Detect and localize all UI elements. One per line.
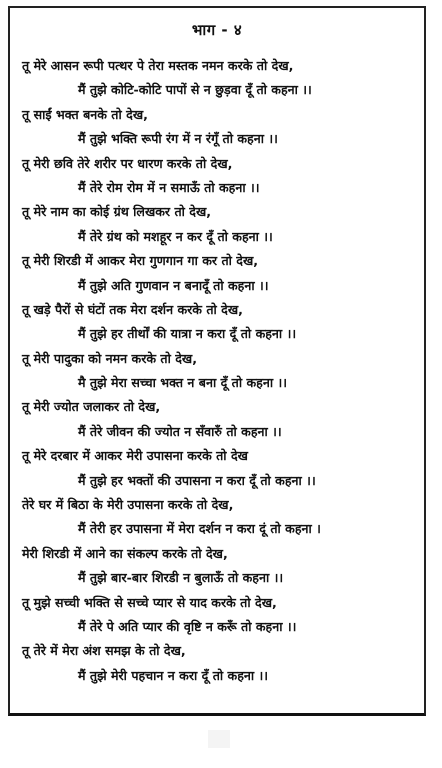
verse-line: तू मेरी ज्योत जलाकर तो देख, <box>22 399 161 415</box>
verse-response-line: मैं तेरी हर उपासना में मेरा दर्शन न करा दूं तो कहना । <box>78 521 321 537</box>
verse-response-line: मैं तेरे ग्रंथ को मशहूर न कर दूँ तो कहना ।। <box>78 228 273 244</box>
verse-lines <box>10 54 424 688</box>
verse-response-line: मैं तुझे कोटि-कोटि पापों से न छुड़वा दूँ तो कहना ।। <box>78 82 312 98</box>
verse-line: मेरी शिरडी में आने का संकल्प करके तो देख, <box>22 545 228 561</box>
page-title: भाग - ४ <box>191 21 243 39</box>
verse-line: तू तेरे में मेरा अंश समझ के तो देख, <box>22 643 186 659</box>
verse-line: तेरे घर में बिठा के मेरी उपासना करके तो देख, <box>22 497 234 513</box>
verse-line: तू साईं भक्त बनके तो देख, <box>22 106 148 122</box>
verse-line: तू मुझे सच्ची भक्ति से सच्चे प्यार से याद करके तो देख, <box>22 594 277 610</box>
verse-response-line: मैं तेरे जीवन की ज्योत न सँवारुँ तो कहना ।। <box>78 423 282 439</box>
verse-response-line: मैं तुझे बार-बार शिरडी न बुलाऊँ तो कहना ।। <box>78 570 284 586</box>
verse-response-line: मैं तुझे हर भक्तों की उपासना न करा दूँ तो कहना ।। <box>78 472 316 488</box>
verse-line: तू मेरे नाम का कोई ग्रंथ लिखकर तो देख, <box>22 204 212 220</box>
page-frame <box>8 6 426 716</box>
verse-response-line: मैं तुझे अति गुणवान न बनादूँ तो कहना ।। <box>78 277 269 293</box>
verse-response-line: मैं तुझे मेरी पहचान न करा दूँ तो कहना ।। <box>78 667 269 683</box>
verse-response-line: मै तुझे मेरा सच्चा भक्त न बना दूँ तो कहना ।। <box>78 375 288 391</box>
verse-response-line: मैं तेरे रोम रोम में न समाऊँ तो कहना ।। <box>78 179 260 195</box>
verse-line: तू खड़े पैरों से घंटों तक मेरा दर्शन करके तो देख, <box>22 301 243 317</box>
verse-line: तू मेरे आसन रूपी पत्थर पे तेरा मस्तक नमन करके तो देख, <box>22 58 294 73</box>
verse-response-line: मैं तुझे हर तीर्थों की यात्रा न करा दूँ तो कहना ।। <box>78 326 297 342</box>
verse-line: तू मेरी पादुका को नमन करके तो देख, <box>22 350 198 366</box>
verse-response-line: मैं तेरे पे अति प्यार की वृष्टि न करूँ तो कहना ।। <box>78 618 297 634</box>
scan-artifact <box>208 730 230 748</box>
verse-line: तू मेरी छवि तेरे शरीर पर धारण करके तो देख, <box>22 155 233 171</box>
verse-response-line: मैं तुझे भक्ति रूपी रंग में न रंगूँ तो कहना ।। <box>78 131 278 147</box>
verse-line: तू मेरी शिरडी में आकर मेरा गुणगान गा कर तो देख, <box>22 253 259 269</box>
verse-line: तू मेरे दरबार में आकर मेरी उपासना करके तो देख <box>22 448 248 464</box>
